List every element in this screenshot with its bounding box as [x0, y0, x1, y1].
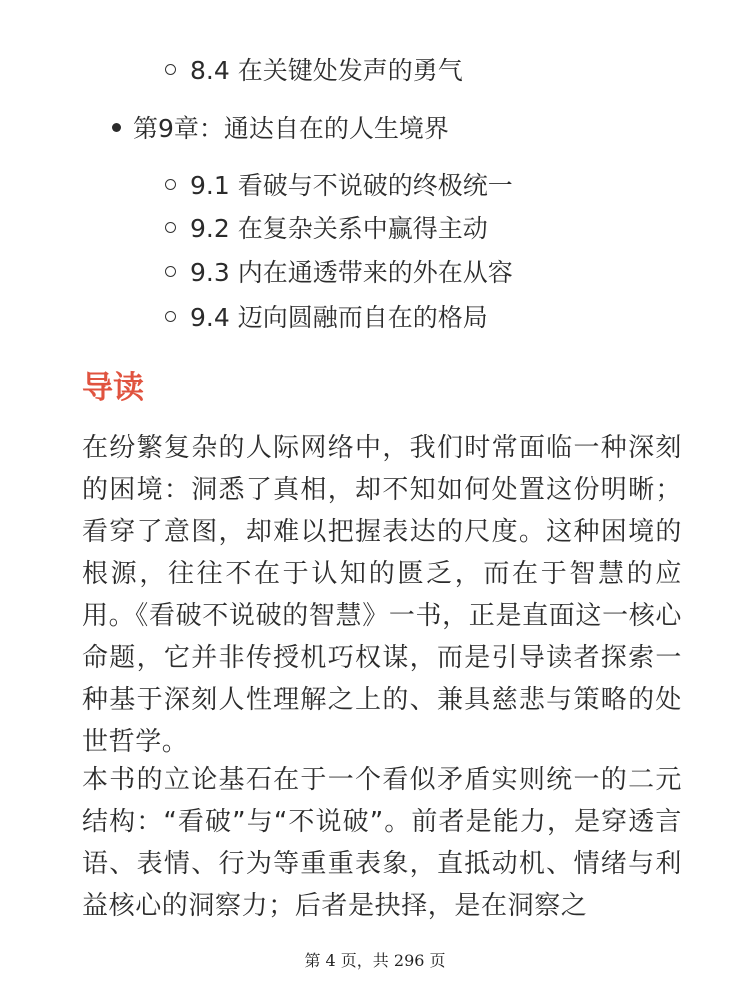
toc-item-label: 9.1 看破与不说破的终极统一	[190, 171, 513, 200]
toc-item-label: 9.4 迈向圆融而自在的格局	[190, 303, 488, 332]
body-paragraph-1: 在纷繁复杂的人际网络中，我们时常面临一种深刻的困境：洞悉了真相，却不知如何处置这份明晰；看穿了意图，却难以把握表达的尺度。这种困境的根源，往往不在于认知的匮乏，而在于智慧的应用。《看破不说破的智慧》一书，正是直面这一核心命题，它并非传授机巧权谋，而是引导读者探索一种基于深刻人性理解之上的、兼具慈悲与策略的处世哲学。	[82, 433, 682, 757]
toc-item-8-4	[165, 54, 463, 88]
toc-item-label: 8.4 在关键处发声的勇气	[190, 56, 463, 85]
toc-item-label: 9.2 在复杂关系中赢得主动	[190, 214, 488, 243]
toc-chapter-9	[112, 112, 449, 146]
section-heading: 导读	[82, 370, 144, 406]
toc-chapter-label: 第9章：通达自在的人生境界	[133, 114, 449, 143]
toc-item-9-3	[165, 256, 513, 290]
toc-item-9-4	[165, 301, 488, 335]
toc-item-label: 9.3 内在通透带来的外在从容	[190, 258, 513, 287]
toc-item-9-1	[165, 169, 513, 203]
page-number-footer: 第 4 页，共 296 页	[304, 951, 446, 970]
filled-bullet-icon	[112, 123, 121, 132]
hollow-bullet-icon	[165, 64, 176, 75]
body-paragraph-2: 本书的立论基石在于一个看似矛盾实则统一的二元结构：“看破”与“不说破”。前者是能力，是穿透言语、表情、行为等重重表象，直抵动机、情绪与利益核心的洞察力；后者是抉择，是在洞察之	[82, 765, 682, 921]
hollow-bullet-icon	[165, 222, 176, 233]
hollow-bullet-icon	[165, 179, 176, 190]
toc-item-9-2	[165, 212, 488, 246]
hollow-bullet-icon	[165, 266, 176, 277]
hollow-bullet-icon	[165, 311, 176, 322]
